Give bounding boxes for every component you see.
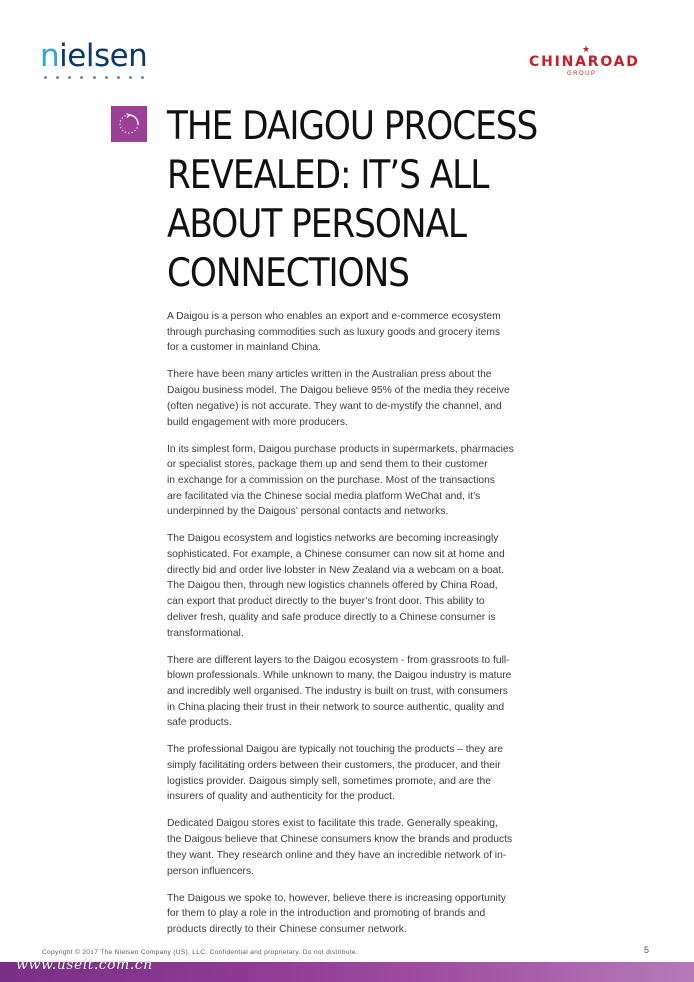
title-line: THE DAIGOU PROCESS — [167, 104, 538, 149]
body-line: insurers of quality and authenticity for the product. — [167, 791, 395, 803]
body-paragraph — [167, 742, 545, 805]
body-line: blown professionals. While unknown to many, the Daigou industry is mature — [167, 670, 512, 682]
chinaroad-logo-sub: GROUP — [567, 71, 597, 77]
article-body — [167, 309, 545, 949]
watermark: www.useit.com.cn — [16, 957, 153, 973]
body-line: through purchasing commodities such as luxury goods and grocery items — [167, 326, 501, 338]
body-line: person influencers. — [167, 865, 255, 877]
body-paragraph — [167, 891, 545, 938]
copyright-notice: Copyright © 2017 The Nielsen Company (US), LLC. Confidential and proprietary. Do not distribute. — [42, 949, 358, 956]
refresh-cycle-icon — [111, 106, 147, 142]
body-line: in China placing their trust in their network to source authentic, quality and — [167, 701, 505, 713]
body-line: In its simplest form, Daigou purchase products in supermarkets, pharmacies — [167, 443, 514, 455]
title-line: REVEALED: IT’S ALL — [167, 153, 489, 198]
body-line: The professional Daigou are typically not touching the products – they are — [167, 744, 503, 756]
body-line: are facilitated via the Chinese social media platform WeChat and, it’s — [167, 490, 481, 502]
body-line: the Daigous believe that Chinese consumers know the brands and products — [167, 834, 513, 846]
body-line: simply facilitating orders between their customers, the producer, and their — [167, 760, 501, 772]
page-number: 5 — [644, 945, 650, 955]
body-paragraph — [167, 309, 545, 356]
body-line: The Daigou then, through new logistics channels offered by China Road, — [167, 580, 498, 592]
star-icon: ★ — [582, 44, 591, 54]
body-line: (often negative) is not accurate. They want to de-mystify the channel, and — [167, 400, 502, 412]
body-line: and incredibly well organised. The industry is built on trust, with consumers — [167, 685, 508, 697]
body-line: transformational. — [167, 627, 244, 639]
body-line: There are different layers to the Daigou ecosystem - from grassroots to full- — [167, 654, 510, 666]
page-title — [167, 102, 538, 298]
body-line: can export that product directly to the buyer’s front door. This ability to — [167, 596, 485, 608]
body-line: build engagement with more producers. — [167, 416, 348, 428]
body-line: There have been many articles written in the Australian press about the — [167, 369, 492, 381]
body-line: in exchange for a commission on the purchase. Most of the transactions — [167, 474, 495, 486]
body-line: Daigou business model. The Daigou believe 95% of the media they receive — [167, 385, 510, 397]
title-line: CONNECTIONS — [167, 251, 409, 296]
body-line: or specialist stores, package them up and send them to their customer — [167, 459, 488, 471]
chinaroad-logo: CHINAROAD — [529, 54, 640, 70]
body-line: Dedicated Daigou stores exist to facilitate this trade. Generally speaking, — [167, 818, 498, 830]
body-line: logistics provider. Daigous simply sell, sometimes promote, and are the — [167, 775, 491, 787]
body-paragraph — [167, 367, 545, 430]
body-paragraph — [167, 816, 545, 879]
nielsen-logo-dots — [44, 76, 144, 79]
body-paragraph — [167, 442, 545, 521]
body-paragraph — [167, 653, 545, 732]
body-line: deliver fresh, quality and safe produce directly to a Chinese consumer is — [167, 611, 496, 623]
body-line: they want. They research online and they have an incredible network of in- — [167, 849, 507, 861]
body-line: A Daigou is a person who enables an export and e-commerce ecosystem — [167, 311, 501, 322]
body-line: directly bid and order live lobster in New Zealand via a webcam on a boat. — [167, 564, 505, 576]
body-paragraph — [167, 531, 545, 641]
body-line: The Daigou ecosystem and logistics networks are becoming increasingly — [167, 533, 499, 545]
body-line: for a customer in mainland China. — [167, 342, 321, 354]
body-line: sophisticated. For example, a Chinese consumer can now sit at home and — [167, 549, 505, 561]
body-line: The Daigous we spoke to, however, believe there is increasing opportunity — [167, 892, 506, 904]
nielsen-logo: nielsen — [40, 38, 148, 74]
body-line: safe products. — [167, 717, 232, 729]
body-line: for them to play a role in the introduction and promoting of brands and — [167, 908, 486, 920]
title-line: ABOUT PERSONAL — [167, 202, 466, 247]
body-line: underpinned by the Daigous’ personal contacts and networks. — [167, 506, 449, 518]
body-line: products directly to their Chinese consumer network. — [167, 923, 407, 935]
